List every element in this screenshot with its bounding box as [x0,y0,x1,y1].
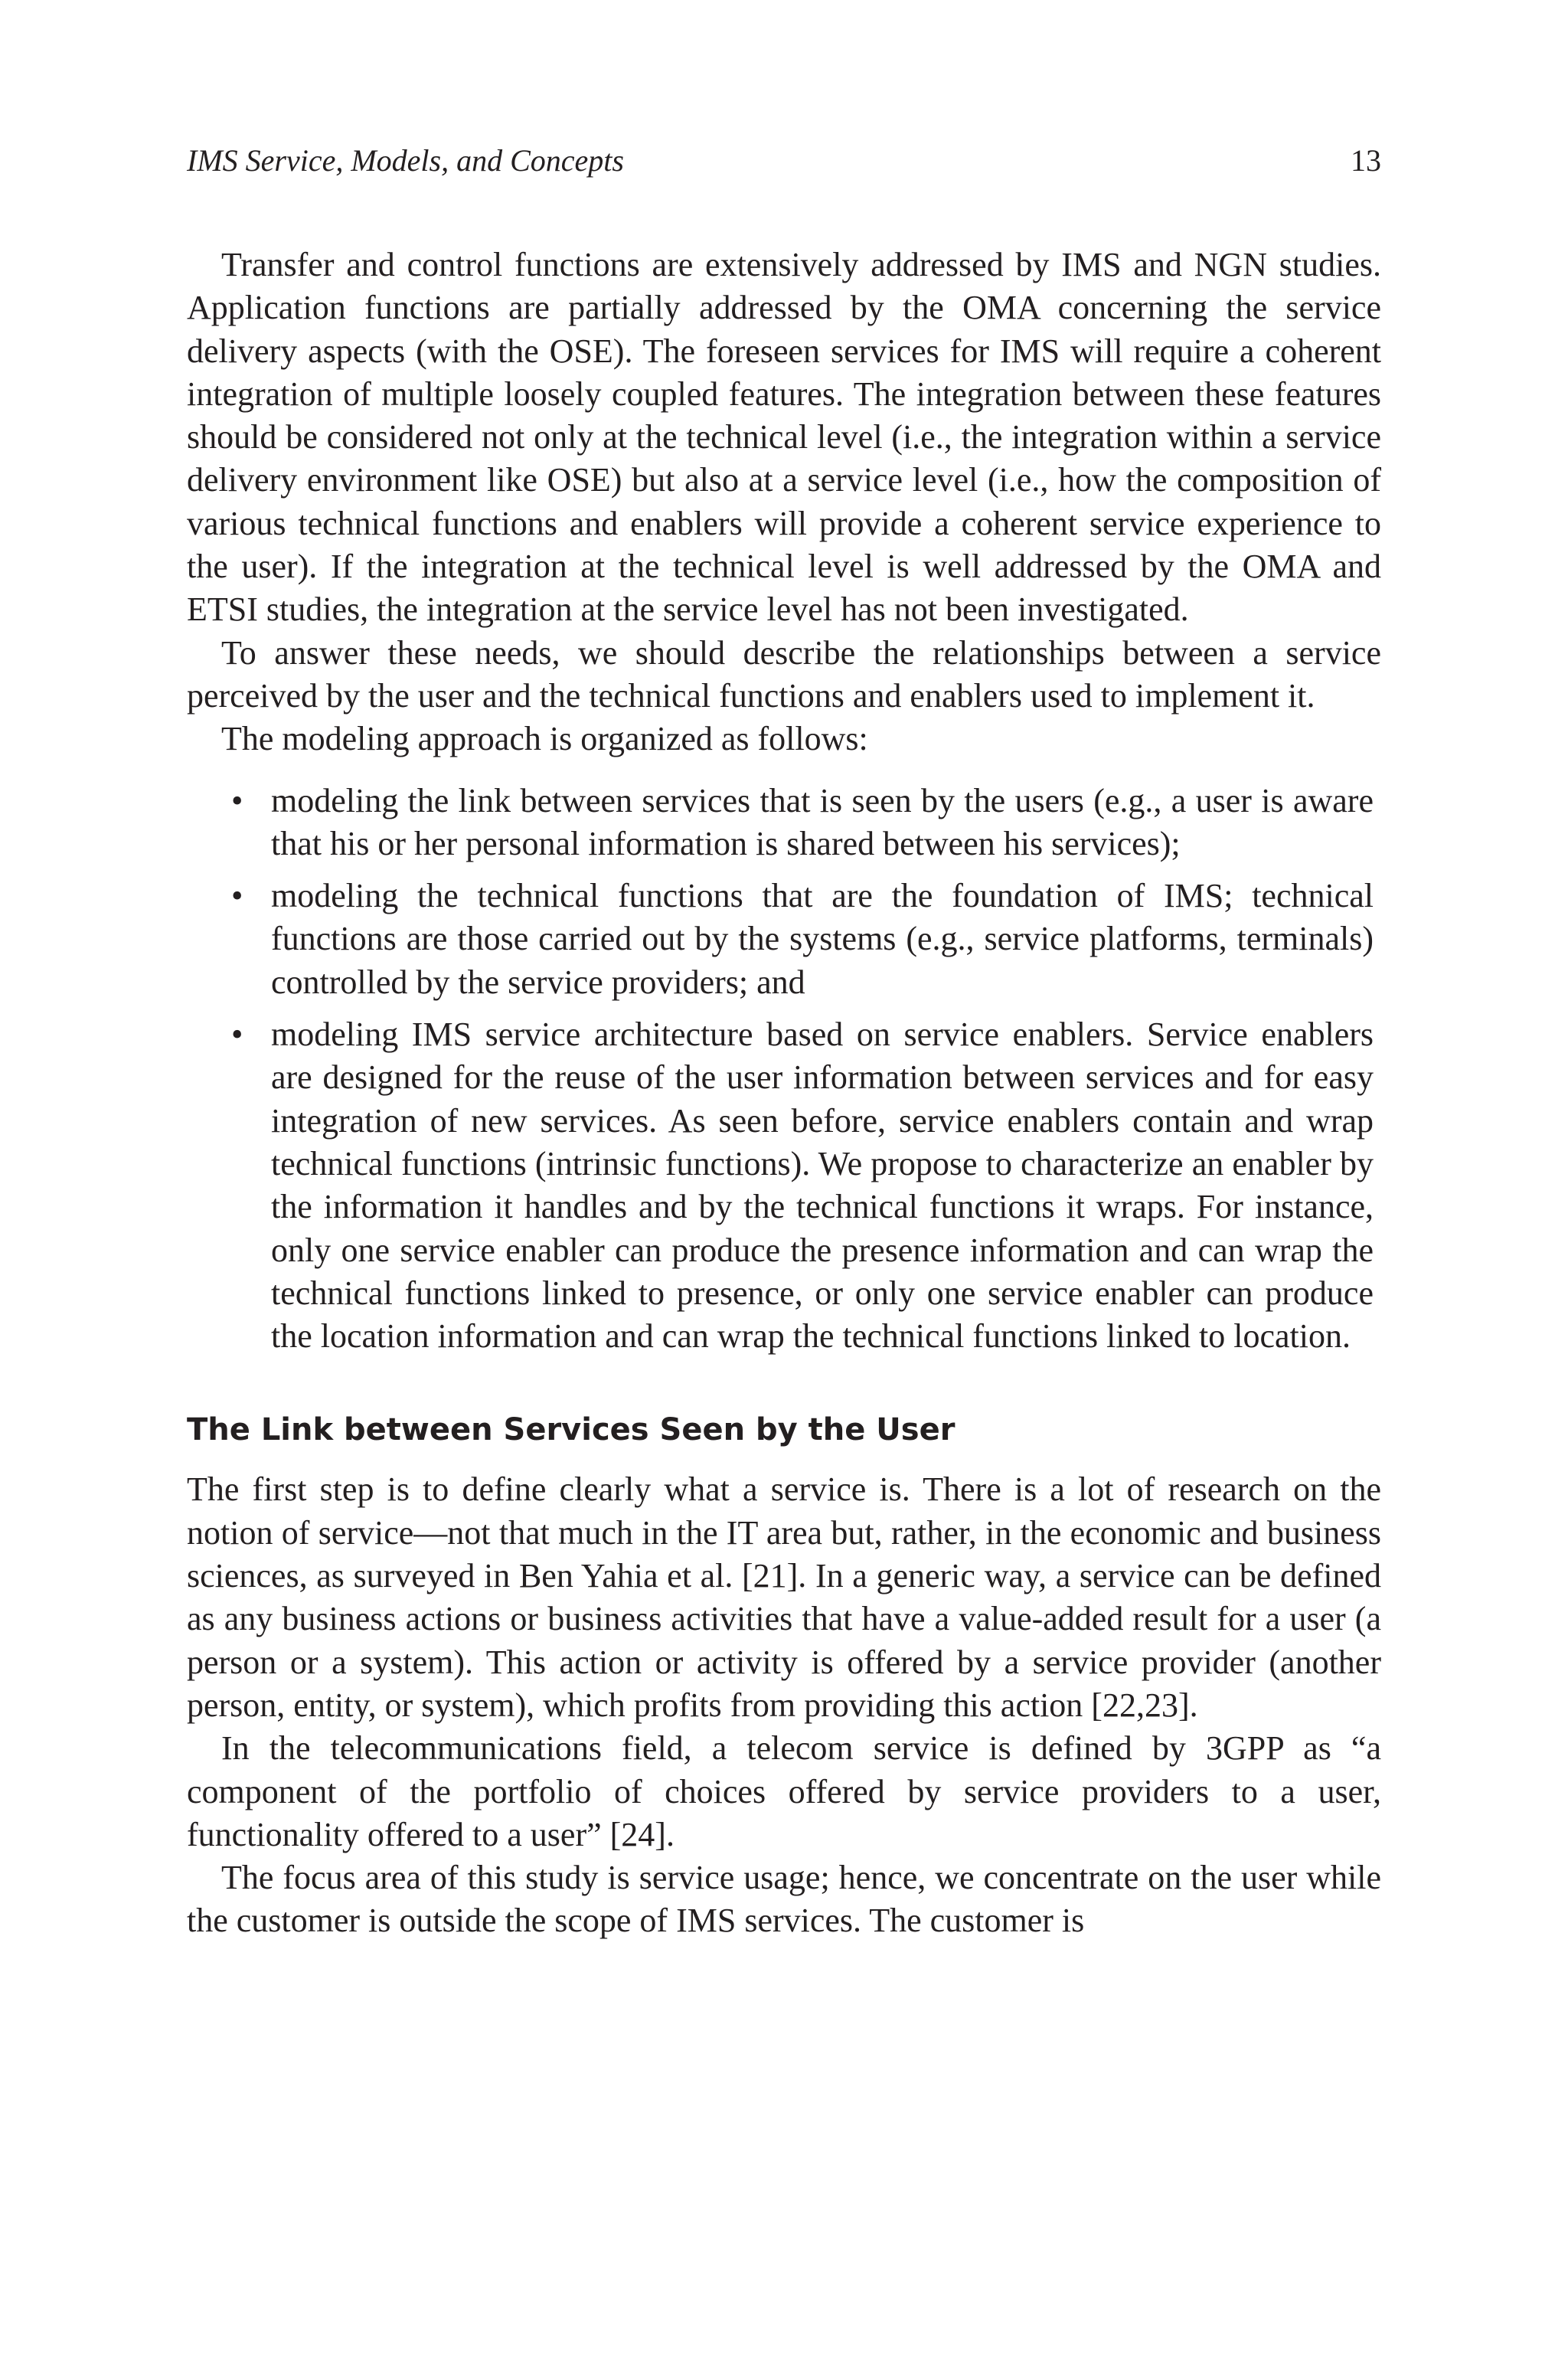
list-item [231,875,1381,1004]
paragraph: In the telecommunications field, a telecom service is defined by 3GPP as “a component of the portfolio of choices offered by service providers to a user, functionality offered to a user” [24]. [187,1729,1381,1853]
bullet-icon: • [231,1016,243,1054]
paragraph: The modeling approach is organized as follows: [221,720,868,758]
list-item [231,1013,1381,1358]
paragraph: Transfer and control functions are extensively addressed by IMS and NGN studies. Application functions are partially addressed by the OMA concerning the service delivery aspects (with the OSE). The foreseen services for IMS will require a coherent integration of multiple loosely coupled features. The integration between these features should be considered not only at the technical level (i.e., the integration within a service delivery environment like OSE) but also at a service level (i.e., how the composition of various technical functions and enablers will provide a coherent service experience to the user). If the integration at the technical level is well addressed by the OMA and ETSI studies, the integration at the service level has not been investigated. [187,246,1381,629]
running-head [187,142,1381,188]
body-text [187,244,1381,1943]
paragraph: The first step is to define clearly what a service is. There is a lot of research on the notion of service—not that much in the IT area but, rather, in the economic and business sciences, as surveyed in Ben Yahia et al. [21]. In a generic way, a service can be defined as any business actions or business activities that have a value-added result for a user (a person or a system). This action or activity is offered by a service provider (another person, entity, or system), which profits from providing this action [22,23]. [187,1470,1381,1724]
paragraph: The focus area of this study is service usage; hence, we concentrate on the user while the customer is outside the scope of IMS services. The customer is [187,1859,1381,1940]
paragraph: To answer these needs, we should describe the relationships between a service perceived by the user and the technical functions and enablers used to implement it. [187,633,1381,715]
running-title: IMS Service, Models, and Concepts [187,143,624,178]
list-item-text: modeling the technical functions that are the foundation of IMS; technical functions are those carried out by the systems (e.g., service platforms, terminals) controlled by the service providers; and [271,877,1374,1001]
bullet-icon: • [231,781,243,819]
list-item-text: modeling the link between services that is seen by the users (e.g., a user is aware that his or her personal information is shared between his services); [271,781,1374,862]
book-page [187,0,1381,2368]
bullet-list [187,780,1381,1359]
bullet-icon: • [231,877,243,915]
section-heading: The Link between Services Seen by the User [187,1412,956,1448]
page-number: 13 [1351,143,1381,178]
list-item-text: modeling IMS service architecture based on service enablers. Service enablers are designed for the reuse of the user information between services and for easy integration of new services. As seen before, service enablers contain and wrap technical functions (intrinsic functions). We propose to characterize an enabler by the information it handles and by the technical functions it wraps. For instance, only one service enabler can produce the presence information and can wrap the technical functions linked to presence, or only one service enabler can produce the location information and can wrap the technical functions linked to location. [271,1016,1374,1356]
list-item [231,780,1381,866]
